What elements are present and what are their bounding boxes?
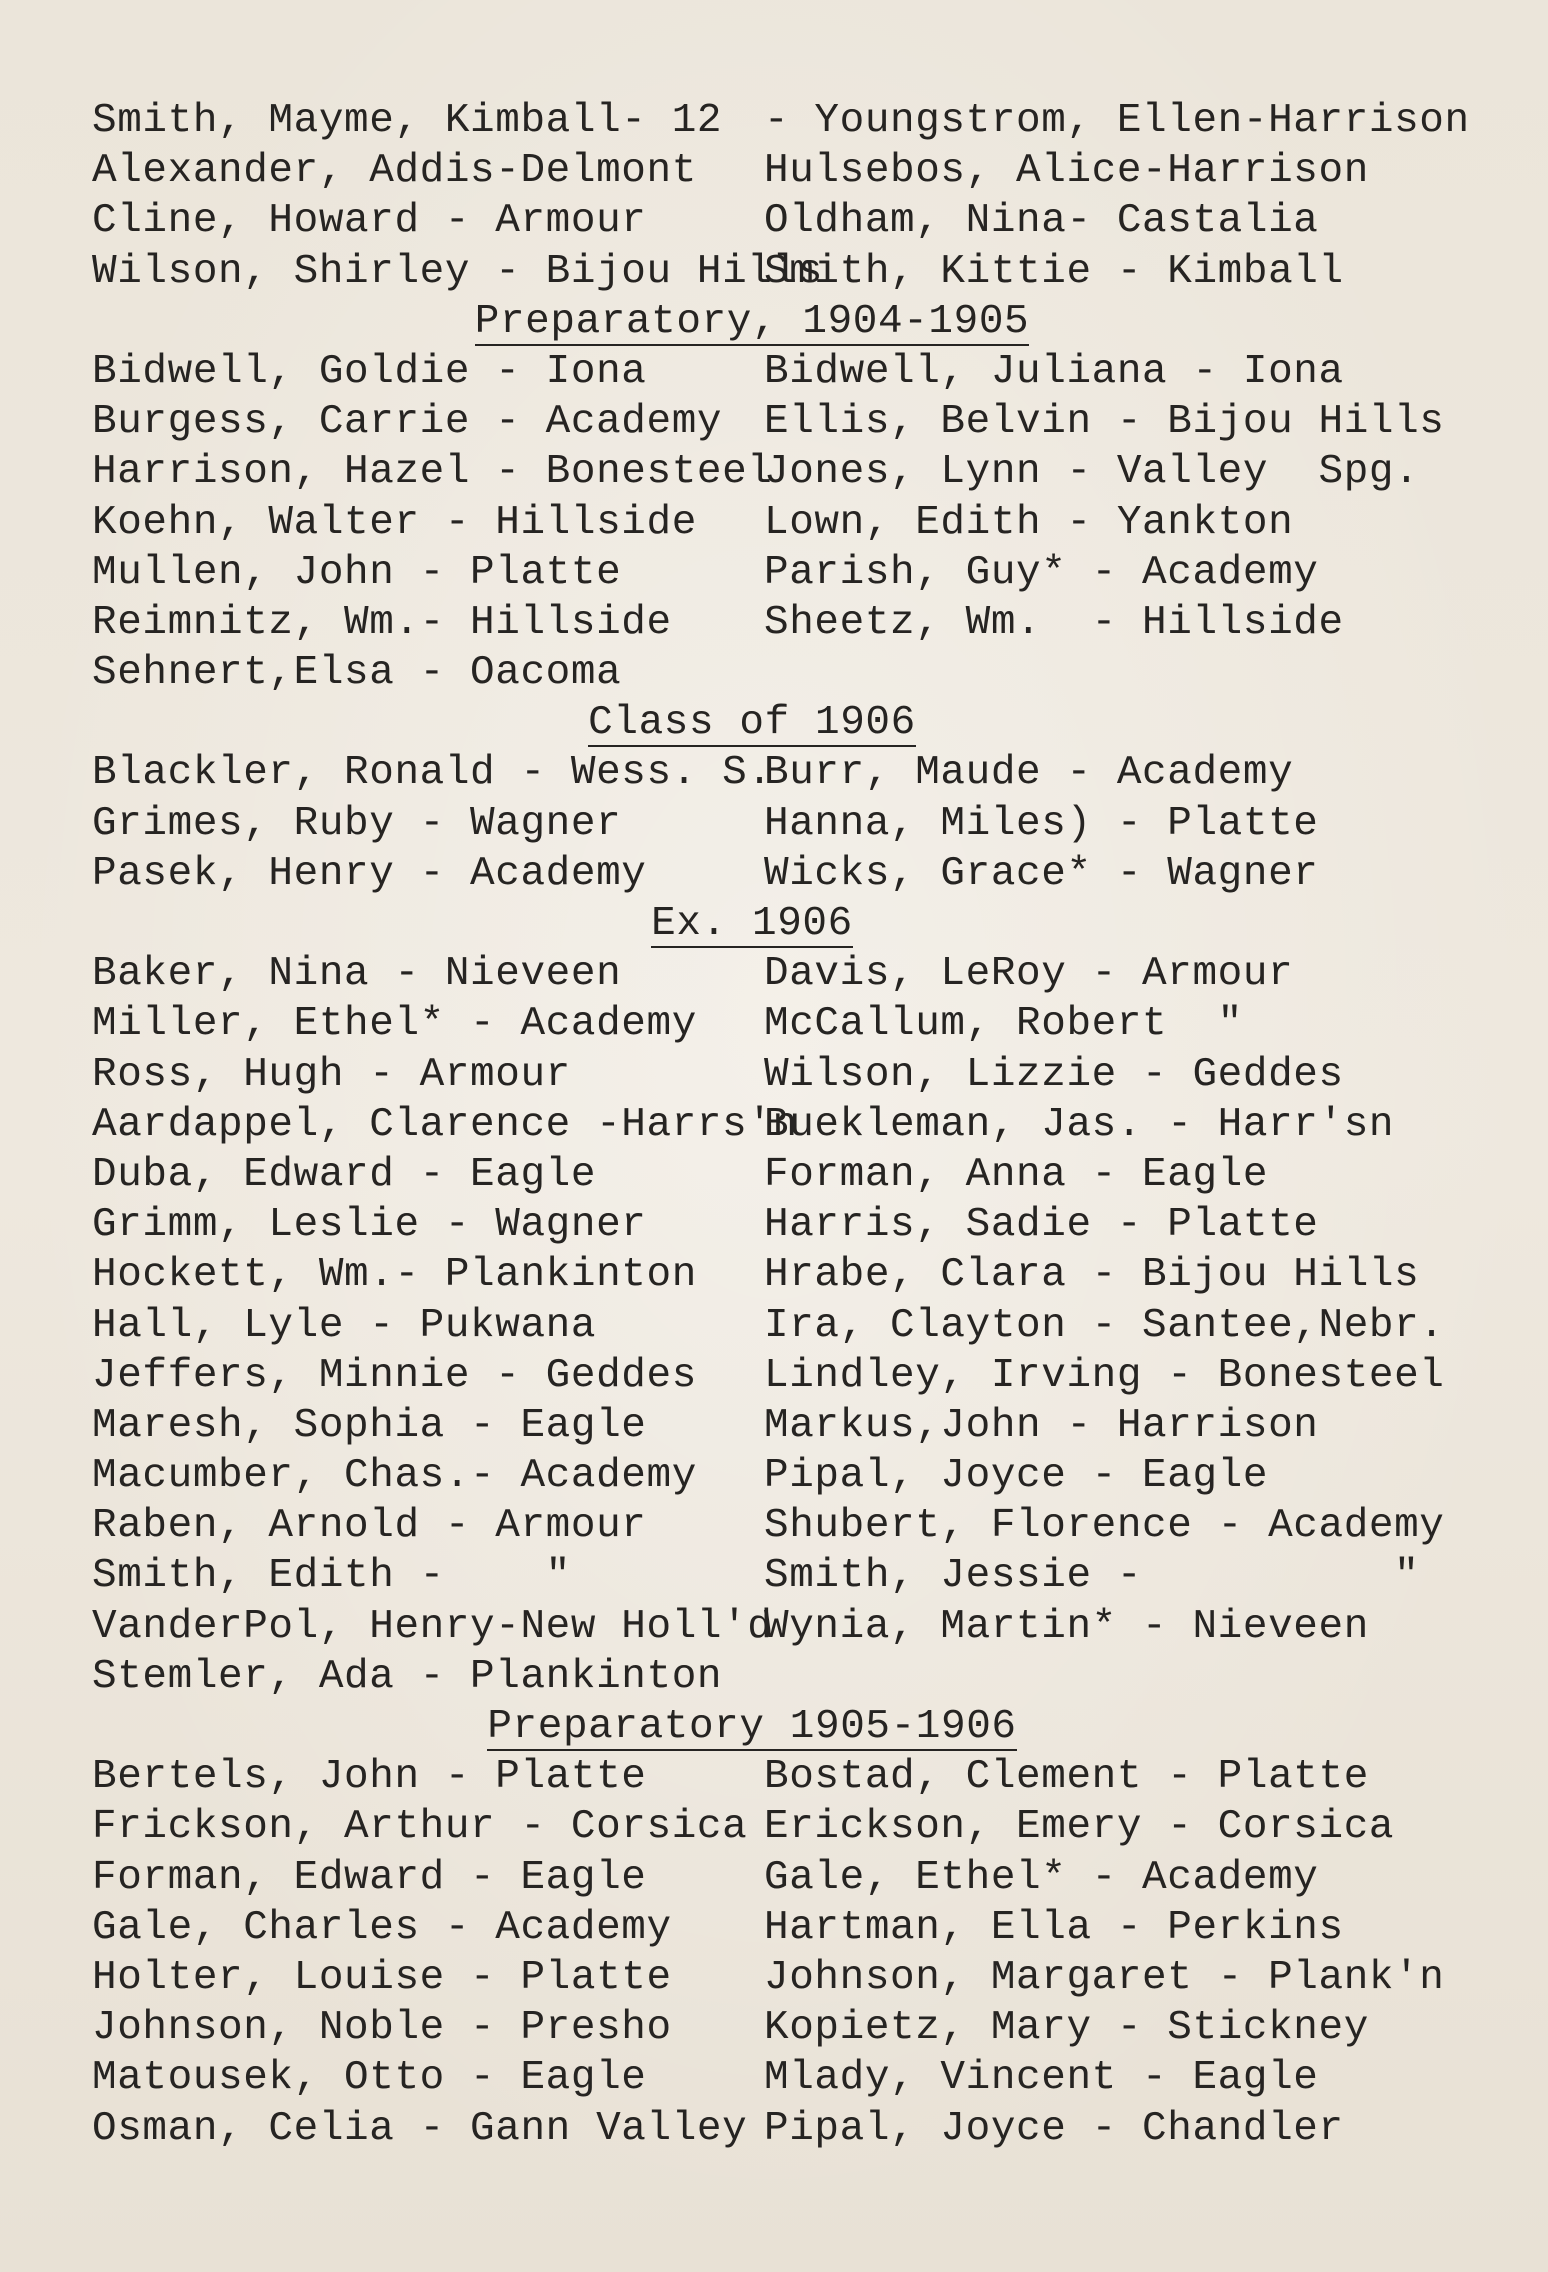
roster-entry-right: Davis, LeRoy - Armour [764,951,1294,998]
roster-row [92,1903,1512,1953]
roster-row [92,1752,1512,1802]
roster-row [92,799,1512,849]
roster-row [92,548,1512,598]
roster-entry-left: Cline, Howard - Armour [92,198,647,245]
roster-row [92,849,1512,899]
roster-entry-right: Mlady, Vincent - Eagle [764,2055,1319,2102]
roster-entry-left: Forman, Edward - Eagle [92,1854,647,1901]
roster-entry-left: Mullen, John - Platte [92,549,622,596]
roster-entry-right: McCallum, Robert " [764,1001,1243,1048]
roster-entry-left: Johnson, Noble - Presho [92,2005,672,2052]
roster-row [92,247,1512,297]
roster-entry-left: Matousek, Otto - Eagle [92,2055,647,2102]
roster-entry-right: Hrabe, Clara - Bijou Hills [764,1252,1420,1299]
roster-row [92,1802,1512,1852]
roster-row [92,498,1512,548]
roster-entry-left: Maresh, Sophia - Eagle [92,1402,647,1449]
roster-entry-right: Oldham, Nina- Castalia [764,198,1319,245]
roster-entry-right: Lindley, Irving - Bonesteel [764,1352,1445,1399]
roster-entry-right: Burr, Maude - Academy [764,750,1294,797]
roster-row [92,598,1512,648]
roster-row [92,648,1512,698]
roster-row [92,1351,1512,1401]
roster-row [92,1200,1512,1250]
roster-entry-right: Smith, Kittie - Kimball [764,248,1344,295]
roster-entry-left: Duba, Edward - Eagle [92,1151,597,1198]
roster-entry-right: Shubert, Florence - Academy [764,1503,1445,1550]
typed-roster [92,96,1512,2154]
roster-row [92,999,1512,1049]
roster-entry-left: Grimes, Ruby - Wagner [92,800,622,847]
roster-row [92,2003,1512,2053]
roster-row [92,1602,1512,1652]
roster-row [92,1401,1512,1451]
roster-row [92,1953,1512,2003]
roster-entry-right: Erickson, Emery - Corsica [764,1804,1395,1851]
roster-entry-right: Smith, Jessie - " [764,1553,1420,1600]
roster-entry-right: Hartman, Ella - Perkins [764,1904,1344,1951]
section-heading-text: Class of 1906 [588,700,916,747]
roster-row [92,1301,1512,1351]
roster-entry-left: Pasek, Henry - Academy [92,850,647,897]
section-heading-text: Preparatory, 1904-1905 [474,298,1030,345]
section-heading [92,698,1412,748]
roster-row [92,1501,1512,1551]
roster-entry-right: Wilson, Lizzie - Geddes [764,1051,1344,1098]
roster-entry-right: Lown, Edith - Yankton [764,499,1294,546]
roster-entry-left: Osman, Celia - Gann Valley [92,2105,748,2152]
roster-row [92,2104,1512,2154]
roster-entry-left: Hockett, Wm.- Plankinton [92,1252,697,1299]
roster-entry-left: Harrison, Hazel - Bonesteel [92,449,773,496]
roster-row [92,1100,1512,1150]
roster-entry-right: Markus,John - Harrison [764,1402,1319,1449]
section-heading-text: Preparatory 1905-1906 [487,1704,1017,1750]
roster-entry-left: Hall, Lyle - Pukwana [92,1302,597,1349]
roster-entry-left: Bertels, John - Platte [92,1754,647,1801]
roster-entry-right: Buekleman, Jas. - Harr'sn [764,1101,1395,1148]
roster-row [92,347,1512,397]
roster-entry-right: Wynia, Martin* - Nieveen [764,1603,1369,1650]
roster-entry-right: Hanna, Miles) - Platte [764,800,1319,847]
roster-entry-right: Kopietz, Mary - Stickney [764,2005,1369,2052]
roster-row [92,1652,1512,1702]
roster-entry-left: Smith, Edith - " [92,1553,571,1600]
roster-row [92,397,1512,447]
roster-row [92,146,1512,196]
roster-row [92,1050,1512,1100]
roster-entry-right: Jones, Lynn - Valley Spg. [764,449,1420,496]
roster-entry-left: Stemler, Ada - Plankinton [92,1653,723,1700]
roster-entry-right: Wicks, Grace* - Wagner [764,850,1319,897]
section-heading [92,899,1412,949]
roster-entry-left: Koehn, Walter - Hillside [92,499,697,546]
roster-row [92,1250,1512,1300]
roster-row [92,1150,1512,1200]
roster-entry-right: Bidwell, Juliana - Iona [764,348,1344,395]
roster-row [92,2053,1512,2103]
roster-entry-left: Alexander, Addis-Delmont [92,148,697,195]
roster-entry-left: Gale, Charles - Academy [92,1904,672,1951]
roster-entry-left: Holter, Louise - Platte [92,1954,672,2001]
section-heading [92,1702,1412,1752]
roster-entry-right: Ira, Clayton - Santee,Nebr. [764,1302,1445,1349]
roster-entry-left: Miller, Ethel* - Academy [92,1001,697,1048]
roster-row [92,96,1512,146]
roster-entry-left: Raben, Arnold - Armour [92,1503,647,1550]
roster-entry-right: Pipal, Joyce - Chandler [764,2105,1344,2152]
roster-row [92,447,1512,497]
roster-entry-right: Parish, Guy* - Academy [764,549,1319,596]
roster-entry-right: Hulsebos, Alice-Harrison [764,148,1369,195]
roster-entry-left: Grimm, Leslie - Wagner [92,1202,647,1249]
roster-entry-left: Baker, Nina - Nieveen [92,951,622,998]
roster-entry-left: Ross, Hugh - Armour [92,1051,571,1098]
roster-row [92,1551,1512,1601]
roster-row [92,196,1512,246]
roster-row [92,1451,1512,1501]
roster-row [92,748,1512,798]
roster-entry-left: Sehnert,Elsa - Oacoma [92,650,622,697]
roster-entry-left: Blackler, Ronald - Wess. S. [92,750,773,797]
roster-entry-right: Sheetz, Wm. - Hillside [764,599,1344,646]
roster-entry-left: Aardappel, Clarence -Harrs'n [92,1101,798,1148]
section-heading-text: Ex. 1906 [651,901,853,947]
roster-entry-left: Wilson, Shirley - Bijou Hills [92,248,823,295]
roster-entry-left: Smith, Mayme, Kimball- 12 [92,98,723,144]
roster-entry-right: Pipal, Joyce - Eagle [764,1453,1269,1500]
roster-entry-right: Johnson, Margaret - Plank'n [764,1954,1445,2001]
roster-entry-left: Frickson, Arthur - Corsica [92,1804,748,1851]
roster-entry-right: Forman, Anna - Eagle [764,1151,1269,1198]
roster-row [92,1853,1512,1903]
roster-entry-right: - Youngstrom, Ellen-Harrison [764,98,1470,144]
roster-entry-left: Burgess, Carrie - Academy [92,399,723,446]
roster-entry-right: Bostad, Clement - Platte [764,1754,1369,1801]
roster-entry-left: Macumber, Chas.- Academy [92,1453,697,1500]
roster-entry-right: Gale, Ethel* - Academy [764,1854,1319,1901]
roster-entry-right: Ellis, Belvin - Bijou Hills [764,399,1445,446]
section-heading [92,297,1412,347]
roster-entry-left: VanderPol, Henry-New Holl'd [92,1603,773,1650]
roster-entry-left: Reimnitz, Wm.- Hillside [92,599,672,646]
roster-entry-right: Harris, Sadie - Platte [764,1202,1319,1249]
roster-entry-left: Bidwell, Goldie - Iona [92,348,647,395]
roster-row [92,949,1512,999]
roster-entry-left: Jeffers, Minnie - Geddes [92,1352,697,1399]
